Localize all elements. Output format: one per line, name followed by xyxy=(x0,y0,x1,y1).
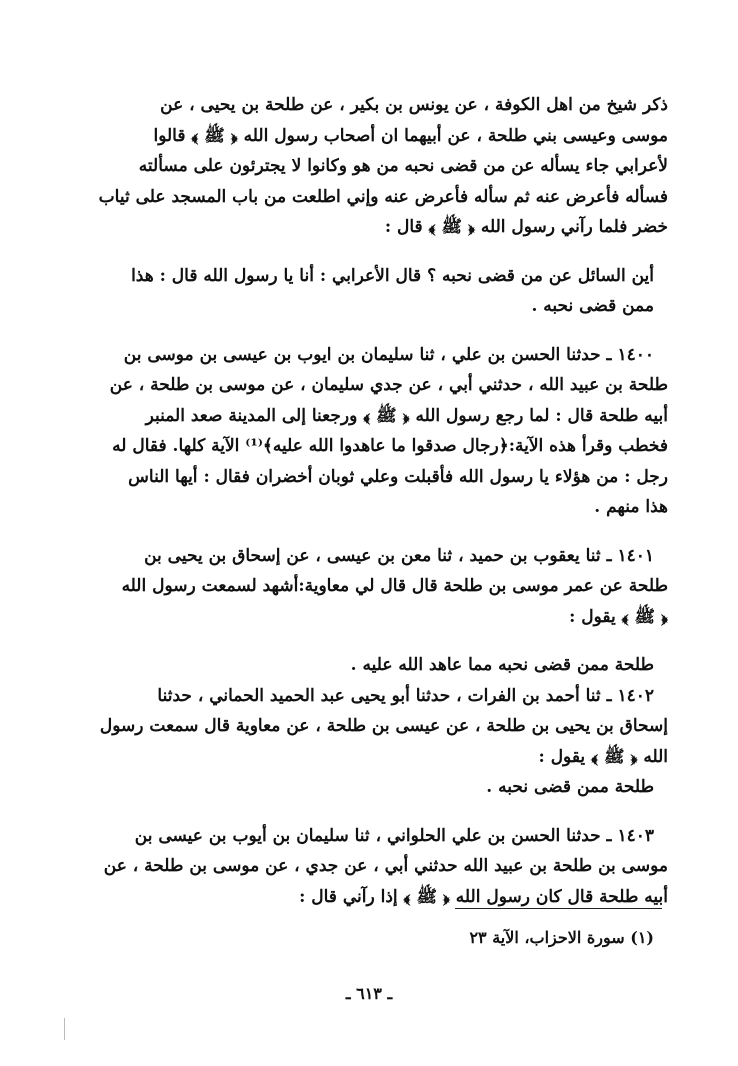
scan-artifact xyxy=(64,1018,65,1040)
text-line: ١٤٠٣ ـ حدثنا الحسن بن علي الحلواني ، ثنا سليمان بن أيوب بن عيسى بن xyxy=(134,825,654,846)
text-line: ﴿ ﷺ ﴾ يقول : xyxy=(569,606,668,627)
text-line: موسى وعيسى بني طلحة ، عن أبيهما ان أصحاب رسول الله ﴿ ﷺ ﴾ قالوا xyxy=(153,125,668,146)
text-line: ممن قضى نحبه . xyxy=(531,296,654,316)
text-line: أبيه طلحة قال كان رسول الله ﴿ ﷺ ﴾ إذا رآني قال : xyxy=(299,886,668,907)
hadith-1402 xyxy=(98,681,668,803)
text-line: أين السائل عن من قضى نحبه ؟ قال الأعرابي : أنا يا رسول الله قال : هذا xyxy=(131,265,654,286)
hadith-1403 xyxy=(98,821,668,913)
text-line: فخطب وقرأ هذه الآية:﴿رجال صدقوا ما عاهدوا الله عليه﴾⁽¹⁾ الآية كلها. فقال له xyxy=(112,436,668,456)
text-line: ١٤٠٢ ـ ثنا أحمد بن الفرات ، حدثنا أبو يحيى عبد الحميد الحماني ، حدثنا xyxy=(157,685,654,706)
text-line: لأعرابي جاء يسأله عن من قضى نحبه من هو وكانوا لا يجترئون على مسألته xyxy=(138,156,668,176)
text-line: موسى بن طلحة بن عبيد الله حدثني أبي ، عن جدي ، عن موسى بن طلحة ، عن xyxy=(103,856,668,876)
main-text xyxy=(98,90,668,912)
text-line: الله ﴿ ﷺ ﴾ يقول : xyxy=(538,746,668,767)
text-line: طلحة ممن قضى نحبه . xyxy=(486,777,654,797)
text-line: خضر فلما رآني رسول الله ﴿ ﷺ ﴾ قال : xyxy=(384,217,668,237)
text-line: ذكر شيخ من اهل الكوفة ، عن يونس بن بكير ، عن طلحة بن يحيى ، عن xyxy=(160,95,668,115)
text-line: طلحة عن عمر موسى بن طلحة قال قال لي معاوية:أشهد لسمعت رسول الله xyxy=(121,576,668,596)
paragraph-intro-narration xyxy=(98,90,668,243)
text-line: طلحة بن عبيد الله ، حدثني أبي ، عن جدي سليمان ، عن موسى بن طلحة ، عن xyxy=(109,375,668,395)
text-line: رجل : من هؤلاء يا رسول الله فأقبلت وعلي ثوبان أخضران فقال : أيها الناس xyxy=(128,466,668,487)
text-line: إسحاق بن يحيى بن طلحة ، عن عيسى بن طلحة ، عن معاوية قال سمعت رسول xyxy=(99,716,668,736)
hadith-1400 xyxy=(98,340,668,523)
page-number: ـ ٦١٣ ـ xyxy=(345,984,393,1003)
text-line: فسأله فأعرض عنه ثم سأله فأعرض عنه وإني اطلعت من باب المسجد على ثياب xyxy=(98,186,668,207)
text-line: طلحة ممن قضى نحبه مما عاهد الله عليه . xyxy=(350,655,654,675)
footnote: (١) سورة الاحزاب، الآية ٢٣ xyxy=(469,928,654,947)
text-line: أبيه طلحة قال : لما رجع رسول الله ﴿ ﷺ ﴾ ورجعنا إلى المدينة صعد المنبر xyxy=(145,405,668,426)
hadith-1401-matn xyxy=(98,650,668,681)
paragraph-prophet-saying xyxy=(98,261,668,322)
text-line: ١٤٠٠ ـ حدثنا الحسن بن علي ، ثنا سليمان بن ايوب بن عيسى بن موسى بن xyxy=(123,344,654,365)
text-line: ١٤٠١ ـ ثنا يعقوب بن حميد ، ثنا معن بن عيسى ، عن إسحاق بن يحيى بن xyxy=(144,545,654,566)
footnote-divider xyxy=(455,908,662,909)
text-line: هذا منهم . xyxy=(594,497,668,517)
hadith-1401 xyxy=(98,541,668,633)
